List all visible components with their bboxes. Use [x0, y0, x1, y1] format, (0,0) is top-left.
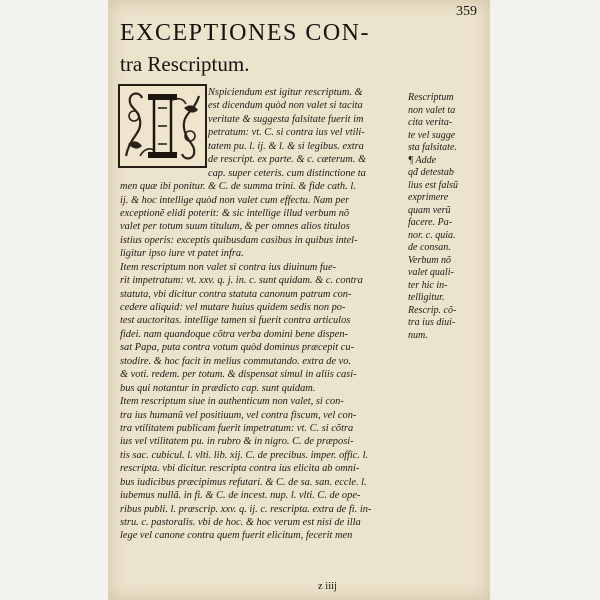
margin-note-line: telligitur.	[408, 292, 445, 303]
chapter-title-line1: EXCEPTIONES CON-	[120, 20, 370, 46]
text-line: veritate & suggesta falsitate fuerit im	[208, 113, 364, 125]
margin-note-line: non valet ta	[408, 104, 456, 116]
margin-note-line: nor. c. quia.	[408, 229, 456, 241]
text-line: tatem pu. l. ij. & l. & si legibus. extra	[208, 140, 364, 152]
text-line: istius operis: exceptis quibusdam casibus in quibus intel-	[120, 234, 358, 246]
signature-mark: z iiij	[318, 581, 337, 592]
text-line: exceptionẽ elidi poterit: & sic intellige illud verbum nõ	[120, 207, 350, 219]
chapter-title-line2: tra Rescriptum.	[120, 52, 250, 76]
text-line: ius vel vtilitatem pu. in rubro & in nigro. C. de præposi-	[120, 436, 354, 448]
text-line: ribus publi. l. præscrip. xxv. q. ij. c. rescripta. extra de fi. in-	[120, 503, 372, 515]
margin-note-line: Rescriptum	[408, 92, 454, 103]
text-line: men quæ ibi ponitur. & C. de summa trini. & fide cath. l.	[120, 181, 356, 193]
margin-note-line: Verbum nõ	[408, 254, 452, 266]
margin-note-line: valet quali-	[408, 267, 454, 278]
text-line: iubemus nullã. in fi. & C. de incest. nup. l. vlti. C. de ope-	[120, 490, 361, 502]
margin-notes	[408, 92, 490, 342]
text-line: Item rescriptum non valet si contra ius diuinum fue-	[120, 261, 337, 273]
text-line: sat Papa, puta contra votum quòd dominus præcepit cu-	[120, 342, 355, 354]
margin-note-line: tra ius diui-	[408, 317, 456, 328]
margin-note-line: de consan.	[408, 242, 451, 253]
margin-note-line: exprimere	[408, 192, 449, 203]
text-line: ligitur ipso iure vt patet infra.	[120, 248, 244, 260]
text-line: tis sac. cubicul. l. vlti. lib. xij. C. de precibus. imper. offic. l.	[120, 449, 369, 461]
book-page	[108, 0, 490, 600]
margin-note-line: facere. Pa-	[408, 217, 453, 228]
text-line: ij. & hoc intellige quòd non valet cum effectu. Nam per	[120, 194, 350, 206]
margin-note-line: te vel sugge	[408, 129, 456, 141]
main-text-block	[120, 86, 410, 543]
text-line: cap. super ceteris. cum distinctione ta	[208, 167, 366, 179]
margin-note-line: Rescrip. cõ-	[408, 304, 457, 316]
margin-note-line: ter hic in-	[408, 279, 448, 291]
margin-note-line: sta falsitate.	[408, 142, 457, 153]
text-line: Nspiciendum est igitur rescriptum. &	[208, 87, 363, 98]
margin-note-line: cita verita-	[408, 117, 453, 128]
margin-note-line: ¶ Adde	[408, 154, 437, 166]
text-line: stru. c. pastoralis. vbi de hoc. & hoc verum est nisi de illa	[120, 517, 361, 528]
page-number: 359	[456, 4, 477, 19]
text-line: tra vtilitatem publicam fuerit impetratum: vt. C. si cõtra	[120, 422, 354, 434]
text-line: de rescript. ex parte. & c. cæterum. &	[208, 154, 367, 166]
text-line: fidei. nam quandoque cõtra verba domini bene dispen-	[120, 328, 348, 340]
text-line: lege vel canone contra quem fuerit elicitum, fecerit men	[120, 530, 353, 542]
margin-note-line: quam verũ	[408, 204, 451, 216]
text-line: tra ius humanũ vel positiuum, vel contra fiscum, vel con-	[120, 409, 357, 421]
text-line: statuta, vbi dicitur contra statuta canonum patrum con-	[120, 288, 352, 300]
text-line: bus iudicibus præcipimus refutari. & C. de sa. san. eccle. l.	[120, 476, 367, 488]
text-line: stodire. & hoc facit in melius commutando. extra de vo.	[120, 355, 352, 367]
text-line: bus qui notantur in prædicto cap. sunt quidam.	[120, 382, 316, 394]
text-line: petratum: vt. C. si contra ius vel vtili-	[208, 127, 365, 139]
margin-note-line: lius est falsũ	[408, 179, 459, 191]
text-line: test auctoritas. intellige tamen si fuerit contra articulos	[120, 315, 351, 327]
text-line: Item rescriptum siue in authenticum non valet, si con-	[120, 396, 344, 408]
text-line: rit impetratum: vt. xxv. q. j. in. c. sunt quidam. & c. contra	[120, 275, 363, 287]
text-line: valet per totum suum titulum, & per omnes alios titulos	[120, 221, 350, 233]
text-line: est dicendum quòd non valet si tacita	[208, 100, 363, 112]
margin-note-line: qđ detestab	[408, 167, 454, 178]
text-line: rescripta. vbi dicitur. rescripta contra ius elicita ab omni-	[120, 463, 360, 475]
text-line: cedere aliquid: vel mutare huius quidem sedis non po-	[120, 302, 346, 313]
text-line: & voti. redem. per totum. & dispensat simul in aliis casi-	[120, 369, 357, 381]
margin-note-line: num.	[408, 329, 428, 341]
